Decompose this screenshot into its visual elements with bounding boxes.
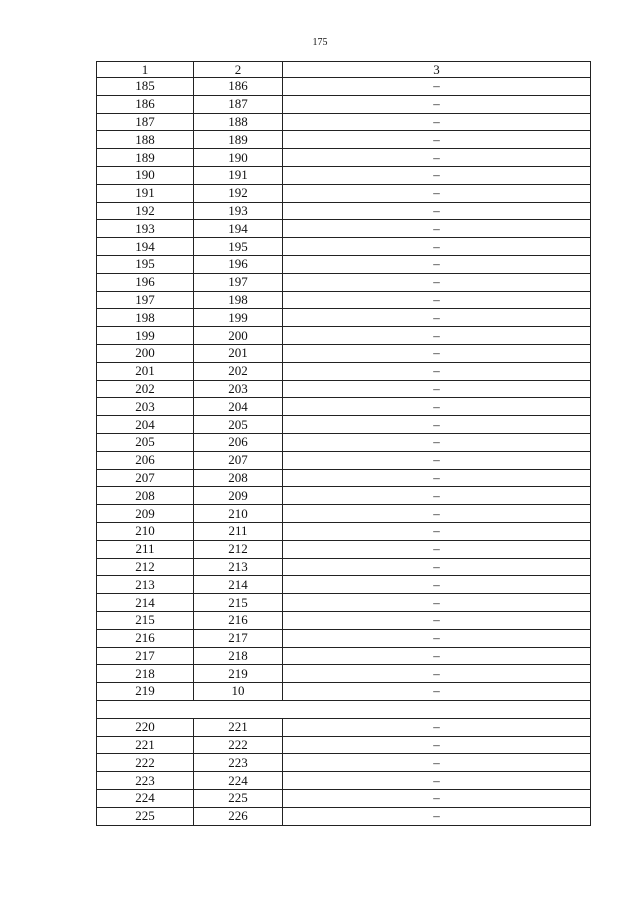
data-table (96, 61, 591, 826)
table-cell-col-2: 191 (194, 166, 283, 184)
table-row (97, 113, 591, 131)
table-cell-col-1: 224 (97, 790, 194, 808)
table-cell-col-2: 189 (194, 131, 283, 149)
table-cell-col-2: 225 (194, 790, 283, 808)
table-cell-col-2: 193 (194, 202, 283, 220)
table-cell-col-3: – (283, 255, 591, 273)
table-cell-col-2: 206 (194, 433, 283, 451)
table-cell-col-2: 223 (194, 754, 283, 772)
table-cell-col-3: – (283, 273, 591, 291)
table-spacer-row (97, 700, 591, 718)
table-row (97, 238, 591, 256)
table-cell-col-3: – (283, 505, 591, 523)
table-row (97, 718, 591, 736)
table-cell-col-2: 222 (194, 736, 283, 754)
table-cell-col-3: – (283, 202, 591, 220)
table-cell-col-1: 197 (97, 291, 194, 309)
table-cell-col-2: 197 (194, 273, 283, 291)
table-cell-col-2: 219 (194, 665, 283, 683)
table-cell-col-1: 214 (97, 594, 194, 612)
table-cell-col-2: 196 (194, 255, 283, 273)
table-cell-col-2: 224 (194, 772, 283, 790)
table-cell-col-2: 199 (194, 309, 283, 327)
table-cell-col-1: 199 (97, 327, 194, 345)
table-row (97, 772, 591, 790)
table-cell-col-2: 194 (194, 220, 283, 238)
table-row (97, 736, 591, 754)
table-cell-col-3: – (283, 220, 591, 238)
table-cell-col-3: – (283, 558, 591, 576)
table-row (97, 416, 591, 434)
table-cell-col-1: 208 (97, 487, 194, 505)
table-row (97, 647, 591, 665)
table-row (97, 273, 591, 291)
table-cell-col-3: – (283, 647, 591, 665)
table-cell-col-3: – (283, 736, 591, 754)
table-cell-col-2: 200 (194, 327, 283, 345)
table-cell-col-2: 186 (194, 78, 283, 96)
table-row (97, 451, 591, 469)
table-row (97, 255, 591, 273)
table-cell-col-1: 185 (97, 78, 194, 96)
table-cell-col-3: – (283, 790, 591, 808)
table-cell-col-3: – (283, 327, 591, 345)
table-cell-col-1: 223 (97, 772, 194, 790)
table-cell-col-3: – (283, 433, 591, 451)
table-row (97, 594, 591, 612)
table-cell-col-1: 201 (97, 362, 194, 380)
table-row (97, 469, 591, 487)
table-cell-col-2: 203 (194, 380, 283, 398)
table-cell-col-3: – (283, 718, 591, 736)
table-cell-col-3: – (283, 398, 591, 416)
table-cell-col-3: – (283, 131, 591, 149)
table-cell-col-3: – (283, 113, 591, 131)
table-cell-col-3: – (283, 380, 591, 398)
table-cell-col-3: – (283, 611, 591, 629)
table-row (97, 166, 591, 184)
table-row (97, 291, 591, 309)
table-cell-col-1: 189 (97, 149, 194, 167)
table-row (97, 220, 591, 238)
table-cell-col-1: 219 (97, 683, 194, 701)
header-cell-3: 3 (283, 62, 591, 78)
table-cell-col-3: – (283, 166, 591, 184)
table-cell-col-3: – (283, 594, 591, 612)
table-cell-col-3: – (283, 807, 591, 825)
table-cell-col-1: 193 (97, 220, 194, 238)
table-row (97, 505, 591, 523)
table-cell-col-2: 202 (194, 362, 283, 380)
table-cell-col-1: 196 (97, 273, 194, 291)
table-cell-col-2: 204 (194, 398, 283, 416)
table-cell-col-1: 216 (97, 629, 194, 647)
table-cell-col-3: – (283, 149, 591, 167)
table-cell-col-3: – (283, 576, 591, 594)
table-cell-col-2: 216 (194, 611, 283, 629)
table-row (97, 433, 591, 451)
table-cell-col-1: 213 (97, 576, 194, 594)
table-cell-col-2: 208 (194, 469, 283, 487)
table-cell-col-1: 198 (97, 309, 194, 327)
table-cell-col-1: 190 (97, 166, 194, 184)
table-cell-col-2: 209 (194, 487, 283, 505)
table-cell-col-2: 198 (194, 291, 283, 309)
table-row (97, 202, 591, 220)
table-cell-col-2: 210 (194, 505, 283, 523)
table-cell-col-1: 207 (97, 469, 194, 487)
table-cell-col-1: 195 (97, 255, 194, 273)
table-row (97, 754, 591, 772)
table-cell-col-1: 194 (97, 238, 194, 256)
table-spacer-cell (97, 700, 591, 718)
table-row (97, 540, 591, 558)
table-cell-col-3: – (283, 754, 591, 772)
table-cell-col-3: – (283, 238, 591, 256)
table-cell-col-3: – (283, 309, 591, 327)
table-cell-col-1: 212 (97, 558, 194, 576)
table-cell-col-2: 192 (194, 184, 283, 202)
table-cell-col-2: 195 (194, 238, 283, 256)
table-cell-col-1: 203 (97, 398, 194, 416)
table-cell-col-2: 215 (194, 594, 283, 612)
table-row (97, 576, 591, 594)
table-cell-col-1: 220 (97, 718, 194, 736)
table-cell-col-2: 212 (194, 540, 283, 558)
table-header-row (97, 62, 591, 78)
table-row (97, 629, 591, 647)
table-cell-col-3: – (283, 772, 591, 790)
table-row (97, 149, 591, 167)
table-cell-col-3: – (283, 540, 591, 558)
table-cell-col-1: 200 (97, 344, 194, 362)
table-row (97, 95, 591, 113)
table-cell-col-1: 186 (97, 95, 194, 113)
table-cell-col-1: 192 (97, 202, 194, 220)
table-row (97, 522, 591, 540)
table-row (97, 327, 591, 345)
table-cell-col-1: 204 (97, 416, 194, 434)
table-cell-col-2: 10 (194, 683, 283, 701)
table-row (97, 131, 591, 149)
table-row (97, 398, 591, 416)
table-cell-col-2: 211 (194, 522, 283, 540)
table-row (97, 487, 591, 505)
table-cell-col-3: – (283, 469, 591, 487)
table-cell-col-3: – (283, 78, 591, 96)
table-cell-col-1: 218 (97, 665, 194, 683)
table-cell-col-3: – (283, 683, 591, 701)
table-row (97, 683, 591, 701)
page-number: 175 (312, 37, 328, 48)
table-cell-col-2: 213 (194, 558, 283, 576)
table-cell-col-1: 187 (97, 113, 194, 131)
table-row (97, 558, 591, 576)
table-cell-col-1: 205 (97, 433, 194, 451)
table-cell-col-2: 214 (194, 576, 283, 594)
table-cell-col-2: 207 (194, 451, 283, 469)
table-row (97, 807, 591, 825)
table-row (97, 78, 591, 96)
table-cell-col-2: 187 (194, 95, 283, 113)
table-cell-col-1: 206 (97, 451, 194, 469)
header-cell-2: 2 (194, 62, 283, 78)
table-cell-col-2: 205 (194, 416, 283, 434)
table-cell-col-2: 218 (194, 647, 283, 665)
table-cell-col-3: – (283, 184, 591, 202)
table-cell-col-3: – (283, 291, 591, 309)
table-cell-col-1: 210 (97, 522, 194, 540)
table-cell-col-1: 188 (97, 131, 194, 149)
table-cell-col-1: 215 (97, 611, 194, 629)
table-row (97, 184, 591, 202)
table-row (97, 665, 591, 683)
table-cell-col-3: – (283, 487, 591, 505)
table-row (97, 362, 591, 380)
table-cell-col-2: 201 (194, 344, 283, 362)
table-cell-col-3: – (283, 451, 591, 469)
table-row (97, 309, 591, 327)
table-cell-col-3: – (283, 629, 591, 647)
table-cell-col-2: 226 (194, 807, 283, 825)
table-row (97, 611, 591, 629)
table-cell-col-1: 222 (97, 754, 194, 772)
table-cell-col-3: – (283, 362, 591, 380)
table-cell-col-1: 217 (97, 647, 194, 665)
table-cell-col-2: 188 (194, 113, 283, 131)
table-cell-col-1: 221 (97, 736, 194, 754)
table-cell-col-2: 217 (194, 629, 283, 647)
table-row (97, 380, 591, 398)
table-cell-col-1: 202 (97, 380, 194, 398)
table-cell-col-1: 209 (97, 505, 194, 523)
table-cell-col-3: – (283, 416, 591, 434)
table-cell-col-2: 190 (194, 149, 283, 167)
table-cell-col-3: – (283, 344, 591, 362)
table-cell-col-3: – (283, 665, 591, 683)
table-cell-col-1: 225 (97, 807, 194, 825)
table-cell-col-1: 211 (97, 540, 194, 558)
table-row (97, 344, 591, 362)
header-cell-1: 1 (97, 62, 194, 78)
table-cell-col-2: 221 (194, 718, 283, 736)
table-row (97, 790, 591, 808)
table-cell-col-1: 191 (97, 184, 194, 202)
table-cell-col-3: – (283, 95, 591, 113)
table-cell-col-3: – (283, 522, 591, 540)
